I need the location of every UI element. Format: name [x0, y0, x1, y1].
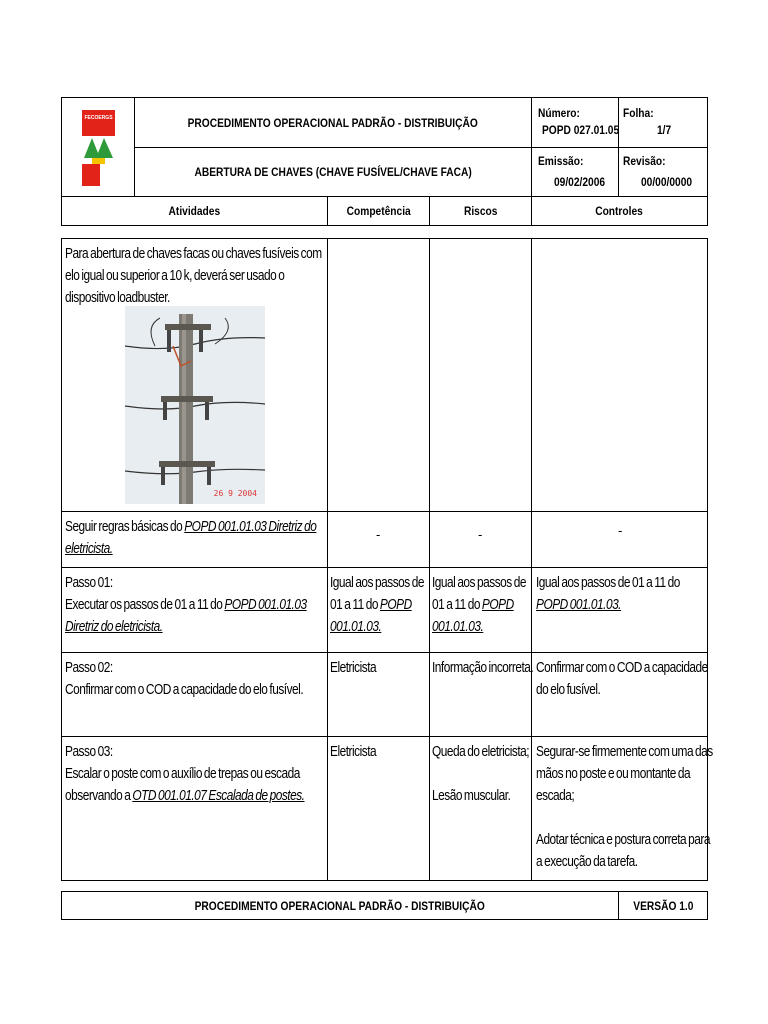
table-row-passo02-riscos: Informação incorreta. [429, 652, 532, 737]
document-title: PROCEDIMENTO OPERACIONAL PADRÃO - DISTRIBUIÇÃO [187, 115, 479, 130]
popd-link[interactable]: POPD [379, 597, 412, 613]
table-row-passo02-activity: Passo 02: Confirmar com o COD a capacidade do elo fusível. [61, 652, 328, 737]
revisao-cell [618, 147, 708, 197]
table-row-passo03-competencia: Eletricista [327, 736, 430, 881]
footer-title-cell [61, 891, 619, 920]
footer-version-cell [618, 891, 708, 920]
footer-version: VERSÃO 1.0 [632, 898, 694, 913]
table-row-passo02-competencia: Eletricista [327, 652, 430, 737]
table-row-passo03-activity: Passo 03: Escalar o poste com o auxílio de trepas ou escada observando a OTD 001.01.07 Escalada de postes. [61, 736, 328, 881]
column-header-atividades: Atividades [61, 196, 328, 226]
folha-cell [618, 97, 708, 148]
table-row-passo01-controles: Igual aos passos de 01 a 11 do POPD 001.01.03. [531, 567, 708, 653]
popd-link[interactable]: POPD 001.01.03 [224, 597, 307, 613]
table-row-intro-riscos [429, 238, 532, 512]
numero-value: POPD 027.01.05 [542, 123, 620, 137]
footer-title: PROCEDIMENTO OPERACIONAL PADRÃO - DISTRIBUIÇÃO [194, 898, 486, 913]
popd-link[interactable]: POPD [481, 597, 514, 613]
table-row-passo03-riscos: Queda do eletricista; Lesão muscular. [429, 736, 532, 881]
popd-link-cont[interactable]: Diretriz do eletricista. [65, 619, 163, 635]
otd-link[interactable]: OTD 001.01.07 Escalada de postes. [132, 788, 305, 804]
table-row-regras-activity: Seguir regras básicas do POPD 001.01.03 Diretriz do eletricista. [61, 511, 328, 568]
popd-link-cont[interactable]: 001.01.03. [432, 619, 484, 635]
logo-text: FECOERGS [84, 115, 113, 121]
emissao-label: Emissão: [538, 154, 584, 168]
utility-pole-photo [125, 306, 265, 504]
table-row-passo01-activity: Passo 01: Executar os passos de 01 a 11 do POPD 001.01.03 Diretriz do eletricista. [61, 567, 328, 653]
popd-link-cont[interactable]: 001.01.03. [330, 619, 382, 635]
table-row-intro-activity: Para abertura de chaves facas ou chaves fusíveis com elo igual ou superior a 10 k, deverá ser usado o dispositivo loadbuster. 26 9 2004 [61, 238, 328, 512]
popd-link-cont[interactable]: eletricista. [65, 541, 113, 557]
table-row-passo02-controles: Confirmar com o COD a capacidade do elo fusível. [531, 652, 708, 737]
table-row-intro-competencia [327, 238, 430, 512]
table-row-passo01-competencia: Igual aos passos de 01 a 11 do POPD 001.01.03. [327, 567, 430, 653]
table-row-passo03-controles: Segurar-se firmemente com uma das mãos no poste e ou montante da escada; Adotar técnica e postura correta para a execução da tarefa. [531, 736, 708, 881]
header-subtitle-cell [134, 147, 532, 197]
fecoergs-logo [82, 110, 115, 186]
header-title-cell [134, 97, 532, 148]
table-row-regras-riscos: - [429, 511, 532, 568]
popd-link[interactable]: POPD 001.01.03. [536, 597, 622, 613]
table-row-intro-controles [531, 238, 708, 512]
table-row-regras-competencia: - [327, 511, 430, 568]
folha-label: Folha: [623, 106, 654, 120]
popd-link[interactable]: POPD 001.01.03 Diretriz do [184, 519, 317, 535]
table-row-regras-controles: - [531, 511, 708, 568]
numero-cell [531, 97, 619, 148]
column-header-riscos: Riscos [429, 196, 532, 226]
folha-value: 1/7 [657, 123, 672, 137]
numero-label: Número: [538, 106, 580, 120]
table-row-passo01-riscos: Igual aos passos de 01 a 11 do POPD 001.01.03. [429, 567, 532, 653]
document-subtitle: ABERTURA DE CHAVES (CHAVE FUSÍVEL/CHAVE FACA) [194, 165, 472, 179]
photo-date-stamp: 26 9 2004 [213, 489, 257, 498]
emissao-value: 09/02/2006 [554, 175, 606, 189]
column-header-competencia: Competência [327, 196, 430, 226]
emissao-cell [531, 147, 619, 197]
revisao-label: Revisão: [623, 154, 666, 168]
revisao-value: 00/00/0000 [641, 175, 693, 189]
column-header-controles: Controles [531, 196, 708, 226]
